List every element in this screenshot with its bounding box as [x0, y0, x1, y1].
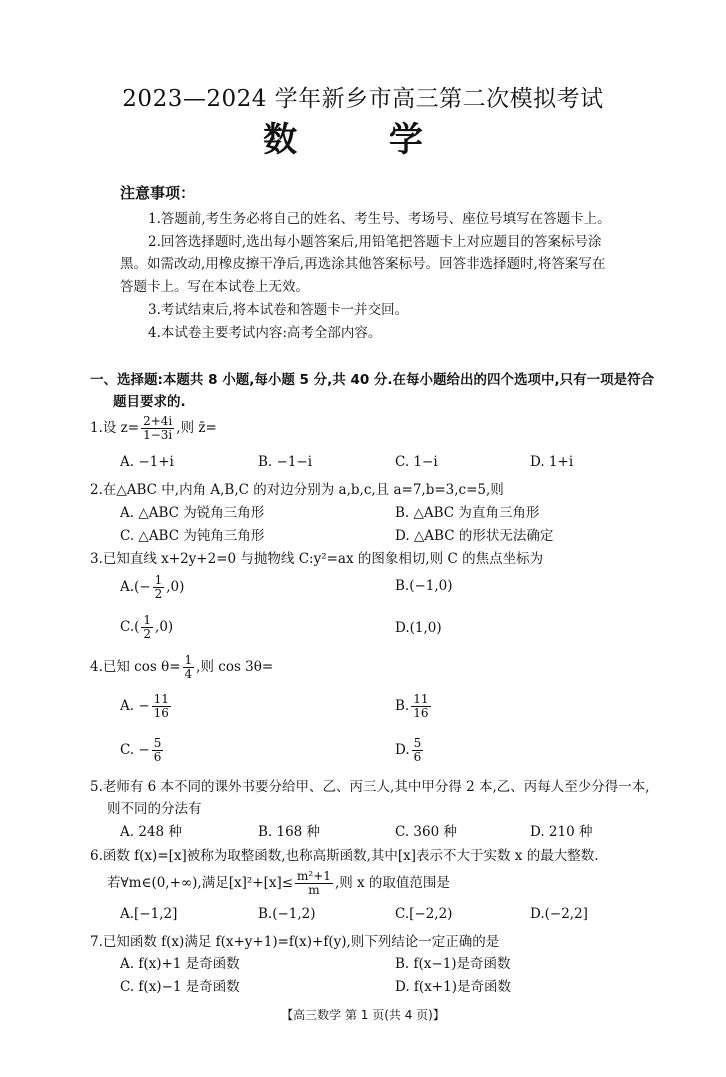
q3c-pre: C.( [120, 619, 140, 635]
q4c-denominator: 6 [153, 750, 162, 764]
q6-option-a: A.[−1,2] [120, 906, 178, 922]
q4-option-b [395, 693, 433, 720]
q4a-fraction [152, 693, 171, 720]
question-5-line-1: 5.老师有 6 本不同的课外书要分给甲、乙、丙三人,其中甲分得 2 本,乙、丙每人至少分得一本, [90, 779, 650, 795]
exam-title: 2023—2024 学年新乡市高三第二次模拟考试 [122, 86, 604, 112]
q6-option-b: B.(−1,2) [258, 906, 316, 922]
q7-option-b: B. f(x−1)是奇函数 [395, 956, 511, 972]
q6-post: ,则 x 的取值范围是 [334, 875, 450, 891]
q7-option-d: D. f(x+1)是奇函数 [395, 979, 511, 995]
q3-option-b: B.(−1,0) [395, 578, 453, 594]
q4-option-d [395, 737, 425, 764]
q4-post: ,则 cos 3θ= [196, 659, 274, 675]
question-5-line-2: 则不同的分法有 [107, 801, 202, 817]
q1-fraction [141, 415, 174, 442]
q2-option-c: C. △ABC 为钝角三角形 [120, 528, 265, 544]
q1-option-b: B. −1−i [258, 454, 313, 470]
q4c-fraction [152, 737, 164, 764]
q3a-numerator: 1 [154, 573, 163, 587]
q6-pre: 若∀m∈(0,+∞),满足[x]²+[x]≤ [107, 875, 294, 891]
q4c-numerator: 5 [153, 736, 162, 750]
q5-option-d: D. 210 种 [530, 824, 593, 840]
q7-option-a: A. f(x)+1 是奇函数 [120, 956, 240, 972]
q4d-numerator: 5 [413, 736, 422, 750]
question-3-stem: 3.已知直线 x+2y+2=0 与抛物线 C:y²=ax 的图象相切,则 C 的焦点坐标为 [90, 551, 544, 567]
q4d-pre: D. [395, 742, 410, 758]
question-2-stem: 2.在△ABC 中,内角 A,B,C 的对边分别为 a,b,c,且 a=7,b=3,c=5,则 [90, 482, 504, 498]
q4a-pre: A. − [120, 698, 150, 714]
q4-option-c [120, 737, 165, 764]
q4-denominator: 4 [184, 667, 193, 681]
q7-option-c: C. f(x)−1 是奇函数 [120, 979, 240, 995]
question-1-stem [90, 415, 217, 442]
q4b-denominator: 16 [413, 706, 429, 720]
q4a-denominator: 16 [153, 706, 169, 720]
q6-numerator: m²+1 [297, 869, 331, 883]
q4b-numerator: 11 [413, 692, 429, 706]
q5-option-b: B. 168 种 [258, 824, 321, 840]
q1-option-d: D. 1+i [530, 454, 574, 470]
q1-pre: 1.设 z= [90, 420, 140, 436]
notes-heading: 注意事项： [120, 184, 196, 202]
question-6-line-2 [107, 870, 450, 897]
q3-option-d: D.(1,0) [395, 620, 442, 636]
q4-option-a [120, 693, 173, 720]
q2-option-b: B. △ABC 为直角三角形 [395, 505, 540, 521]
q5-option-a: A. 248 种 [120, 824, 182, 840]
q3c-post: ,0) [155, 619, 174, 635]
q2-option-a: A. △ABC 为锐角三角形 [120, 505, 265, 521]
q4b-fraction [411, 693, 430, 720]
note-1: 1.答题前,考生务必将自己的姓名、考生号、考场号、座位号填写在答题卡上。 [148, 211, 611, 227]
question-7-stem: 7.已知函数 f(x)满足 f(x+y+1)=f(x)+f(y),则下列结论一定正确的是 [90, 934, 500, 950]
q3a-post: ,0) [166, 579, 185, 595]
q5-option-c: C. 360 种 [395, 824, 457, 840]
note-2-line-1: 2.回答选择题时,选出每小题答案后,用铅笔把答题卡上对应题目的答案标号涂 [148, 234, 602, 250]
q6-denominator: m [308, 883, 320, 897]
note-2-line-3: 答题卡上。写在本试卷上无效。 [120, 279, 309, 295]
q1-option-c: C. 1−i [395, 454, 438, 470]
q3-option-a [120, 574, 184, 601]
q4-numerator: 1 [184, 653, 193, 667]
q3a-denominator: 2 [154, 587, 163, 601]
q3a-pre: A.(− [120, 579, 151, 595]
q4a-numerator: 11 [153, 692, 169, 706]
note-3: 3.考试结束后,将本试卷和答题卡一并交回。 [148, 302, 409, 318]
q1-denominator: 1−3i [143, 428, 173, 442]
q4c-pre: C. − [120, 742, 150, 758]
q3-option-c [120, 614, 173, 641]
question-4-stem [90, 654, 273, 681]
q1-numerator: 2+4i [143, 414, 173, 428]
q1-post: ,则 z̄= [176, 420, 217, 436]
note-2-line-2: 黑。如需改动,用橡皮擦干净后,再选涂其他答案标号。回答非选择题时,将答案写在 [120, 256, 606, 272]
section-1-instruction-cont: 题目要求的. [113, 394, 186, 410]
q6-option-c: C.[−2,2) [395, 906, 453, 922]
q3c-denominator: 2 [143, 627, 152, 641]
note-4: 4.本试卷主要考试内容:高考全部内容。 [148, 325, 382, 341]
q3a-fraction [153, 574, 165, 601]
q3c-numerator: 1 [143, 613, 152, 627]
q4d-fraction [412, 737, 424, 764]
q2-option-d: D. △ABC 的形状无法确定 [395, 528, 554, 544]
q1-option-a: A. −1+i [120, 454, 174, 470]
q6-option-d: D.(−2,2] [530, 906, 588, 922]
page-footer: 【高三数学 第 1 页(共 4 页)】 [281, 1008, 445, 1022]
q4d-denominator: 6 [413, 750, 422, 764]
q3c-fraction [141, 614, 153, 641]
question-6-line-1: 6.函数 f(x)=[x]被称为取整函数,也称高斯函数,其中[x]表示不大于实数 x 的最大整数. [90, 848, 599, 864]
subject-title: 数 学 [263, 120, 463, 160]
q4-fraction [183, 654, 195, 681]
q4-pre: 4.已知 cos θ= [90, 659, 181, 675]
section-1-instruction: 一、选择题:本题共 8 小题,每小题 5 分,共 40 分.在每小题给出的四个选项中,只有一项是符合 [90, 372, 655, 388]
q6-fraction [295, 870, 333, 897]
q4b-pre: B. [395, 698, 410, 714]
